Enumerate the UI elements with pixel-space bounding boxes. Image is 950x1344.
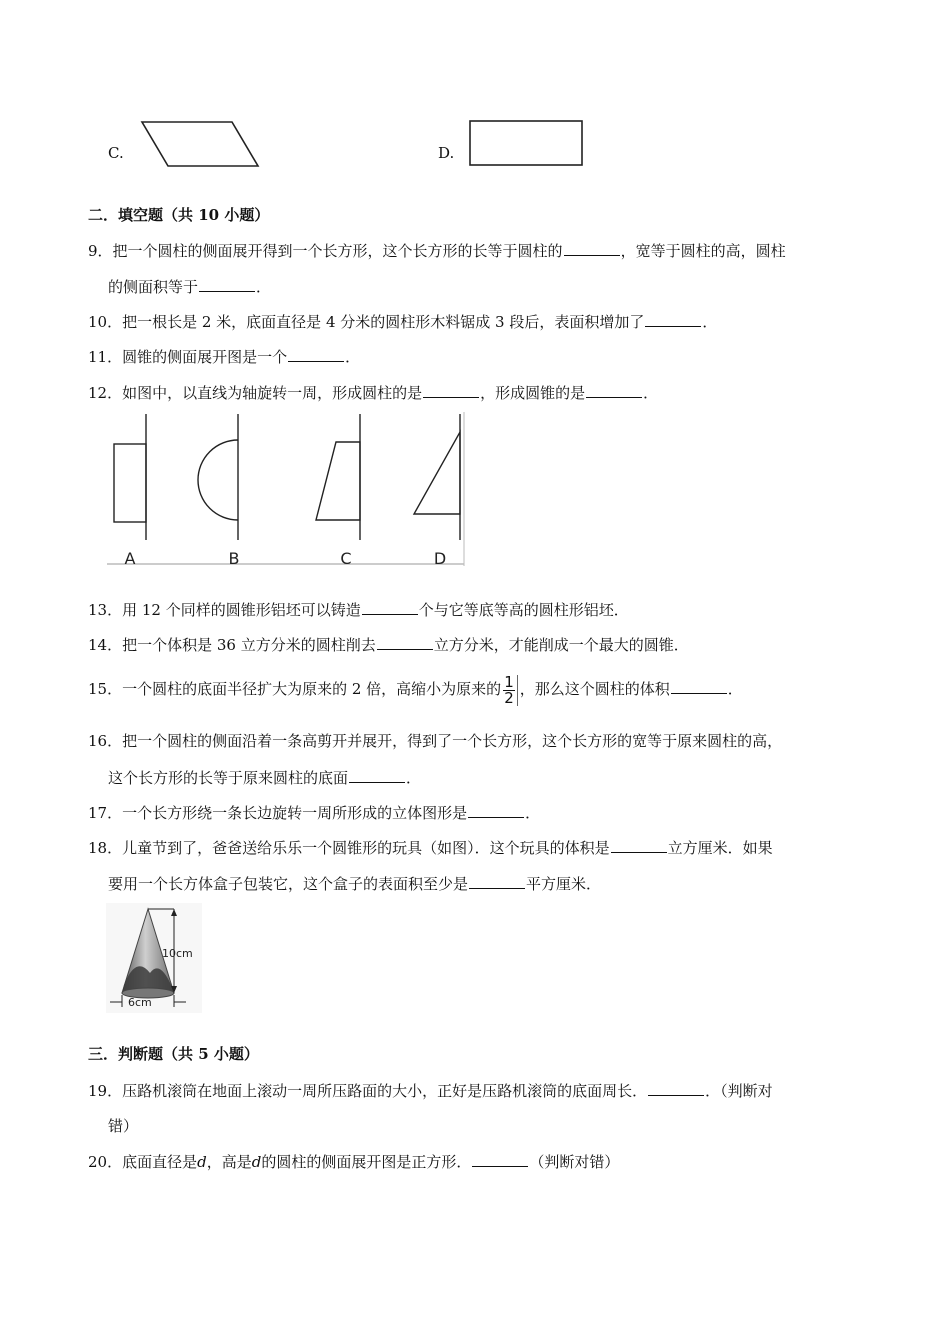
question-18-line-2 <box>108 873 601 894</box>
section-2-title: 二．填空题（共 10 小题） <box>88 206 270 224</box>
q13-number: 13． <box>88 601 123 619</box>
q15-blank[interactable] <box>671 678 727 694</box>
q11-text-b: ． <box>345 348 361 366</box>
q17-text-b: ． <box>525 804 541 822</box>
q9-text-a: 把一个圆柱的侧面展开得到一个长方形，这个长方形的长等于圆柱的 <box>112 242 563 260</box>
q15-text-a: 一个圆柱的底面半径扩大为原来的 2 倍，高缩小为原来的 <box>122 680 502 698</box>
figure-label-c: C <box>340 549 352 568</box>
question-19 <box>88 1080 773 1101</box>
q14-text-b: 立方分米，才能削成一个最大的圆锥． <box>433 636 689 654</box>
q19-text-a: 压路机滚筒在地面上滚动一周所压路面的大小，正好是压路机滚筒的底面周长． <box>122 1082 648 1100</box>
q19-number: 19． <box>88 1082 123 1100</box>
figure-c-trapezoid <box>316 414 360 540</box>
q15-text-c: ． <box>727 680 743 698</box>
q12-number: 12． <box>88 384 123 402</box>
figure-label-a: A <box>124 549 136 568</box>
q18-text-c: 要用一个长方体盒子包装它，这个盒子的表面积至少是 <box>108 875 469 893</box>
q16-text-a: 把一个圆柱的侧面沿着一条高剪开并展开，得到了一个长方形，这个长方形的宽等于原来圆柱的高， <box>122 732 783 750</box>
figure-b-semicircle <box>198 414 238 540</box>
q18-text-b: 立方厘米．如果 <box>667 839 773 857</box>
q12-text-c: ． <box>643 384 659 402</box>
q14-number: 14． <box>88 636 123 654</box>
question-15 <box>88 672 743 706</box>
q17-blank[interactable] <box>468 802 524 818</box>
q18-text-a: 儿童节到了，爸爸送给乐乐一个圆锥形的玩具（如图）．这个玩具的体积是 <box>122 839 610 857</box>
q19-blank[interactable] <box>648 1080 704 1096</box>
q16-number: 16． <box>88 732 123 750</box>
question-11 <box>88 346 360 367</box>
q11-blank[interactable] <box>288 346 344 362</box>
q17-number: 17． <box>88 804 123 822</box>
q15-text-b: ，那么这个圆柱的体积 <box>519 680 670 698</box>
q12-blank-1[interactable] <box>423 382 479 398</box>
q18-cone-toy-figure <box>106 903 202 1013</box>
cone-diameter-label: 6cm <box>128 996 152 1009</box>
q18-blank-1[interactable] <box>611 837 667 853</box>
option-c-parallelogram <box>136 118 266 172</box>
q18-text-d: 平方厘米． <box>526 875 602 893</box>
q9-blank-1[interactable] <box>564 240 620 256</box>
question-10 <box>88 311 717 332</box>
figure-label-b: B <box>228 549 240 568</box>
question-20 <box>88 1151 619 1172</box>
question-9-line-2 <box>108 276 271 297</box>
question-19-line-2 <box>108 1116 138 1136</box>
question-17 <box>88 802 540 823</box>
section-3-title: 三．判断题（共 5 小题） <box>88 1045 259 1063</box>
figure-label-d: D <box>433 549 447 568</box>
q20-text-d: （判断对错） <box>529 1153 620 1171</box>
q12-blank-2[interactable] <box>586 382 642 398</box>
option-c-label: C. <box>108 144 124 162</box>
q13-text-b: 个与它等底等高的圆柱形铝坯． <box>418 601 629 619</box>
question-16 <box>88 731 782 751</box>
q20-number: 20． <box>88 1153 123 1171</box>
q11-number: 11． <box>88 348 123 366</box>
q19-text-b: ．（判断对 <box>705 1082 773 1100</box>
q16-blank[interactable] <box>349 767 405 783</box>
figure-d-triangle <box>414 414 460 540</box>
q15-number: 15． <box>88 680 123 698</box>
q11-text-a: 圆锥的侧面展开图是一个 <box>122 348 288 366</box>
q13-text-a: 用 12 个同样的圆锥形铝坯可以铸造 <box>122 601 361 619</box>
question-12 <box>88 382 658 403</box>
q20-variable-d-1: d <box>197 1153 207 1171</box>
q9-number: 9． <box>88 242 113 260</box>
q9-blank-2[interactable] <box>199 276 255 292</box>
q10-blank[interactable] <box>645 311 701 327</box>
q12-text-b: ，形成圆锥的是 <box>480 384 586 402</box>
q10-text-b: ． <box>702 313 718 331</box>
q14-blank[interactable] <box>377 634 433 650</box>
q20-blank[interactable] <box>472 1151 528 1167</box>
q12-text-a: 如图中，以直线为轴旋转一周，形成圆柱的是 <box>122 384 423 402</box>
q10-text-a: 把一根长是 2 米，底面直径是 4 分米的圆柱形木料锯成 3 段后，表面积增加了 <box>122 313 645 331</box>
q15-fraction <box>503 672 518 707</box>
option-d-rectangle <box>466 118 588 170</box>
figure-a-rectangle <box>114 414 146 540</box>
q18-number: 18． <box>88 839 123 857</box>
q14-text-a: 把一个体积是 36 立方分米的圆柱削去 <box>122 636 376 654</box>
q12-rotation-figure <box>106 410 468 572</box>
question-16-line-2 <box>108 767 421 788</box>
q13-blank[interactable] <box>362 599 418 615</box>
q20-text-c: 的圆柱的侧面展开图是正方形． <box>261 1153 472 1171</box>
q20-text-a: 底面直径是 <box>122 1153 198 1171</box>
q15-fraction-denominator: 2 <box>504 688 514 707</box>
option-d-label: D. <box>438 144 455 162</box>
question-18 <box>88 837 773 858</box>
question-14 <box>88 634 689 655</box>
q9-text-d: ． <box>256 278 272 296</box>
question-13 <box>88 599 629 620</box>
q19-text-c: 错） <box>108 1117 139 1135</box>
q17-text-a: 一个长方形绕一条长边旋转一周所形成的立体图形是 <box>122 804 468 822</box>
question-9 <box>88 240 786 261</box>
cone-height-label: 10cm <box>162 947 193 960</box>
q16-text-b: 这个长方形的长等于原来圆柱的底面 <box>108 769 349 787</box>
q20-variable-d-2: d <box>251 1153 262 1171</box>
q18-blank-2[interactable] <box>469 873 525 889</box>
q10-number: 10． <box>88 313 123 331</box>
q20-text-b: ，高是 <box>206 1153 252 1171</box>
q15-fraction-numerator: 1 <box>504 672 514 691</box>
q16-text-c: ． <box>406 769 422 787</box>
q9-text-b: ，宽等于圆柱的高，圆柱 <box>620 242 786 260</box>
q9-text-c: 的侧面积等于 <box>108 278 199 296</box>
